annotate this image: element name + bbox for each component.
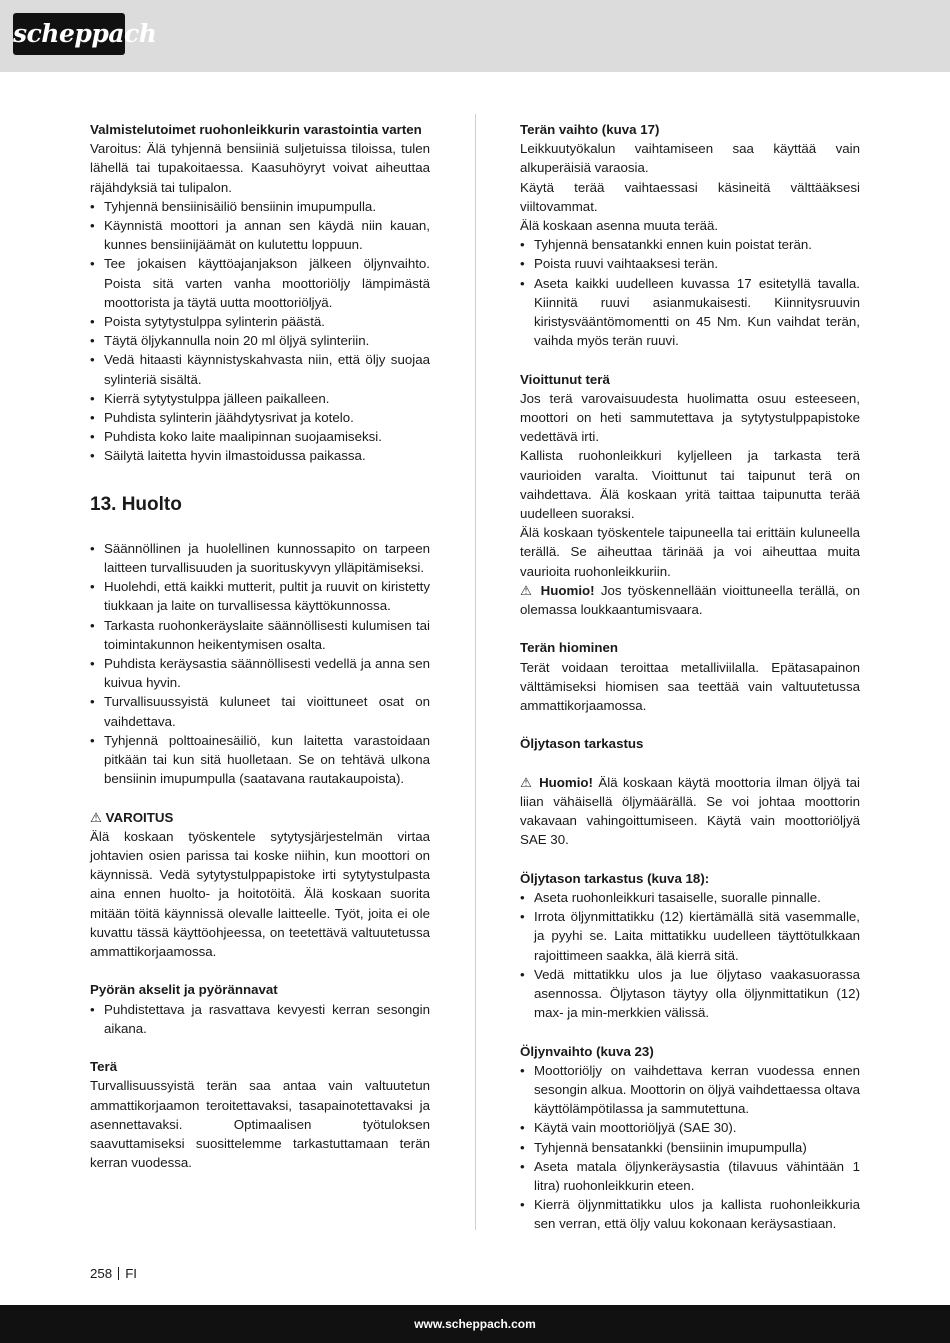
page-number-label	[90, 1266, 137, 1282]
list-item: • Täytä öljykannulla noin 20 ml öljyä sylinteriin.	[90, 331, 430, 350]
list-item: • Käynnistä moottori ja annan sen käydä niin kauan, kunnes bensiinijäämät on kulutettu loppuun.	[90, 216, 430, 254]
list-item: • Aseta matala öljynkeräysastia (tilavuus vähintään 1 litra) ruohonleikkurin eteen.	[520, 1157, 860, 1195]
storage-prep-heading: Valmistelutoimet ruohonleikkurin varastointia varten	[90, 122, 422, 137]
damaged-blade-heading: Vioittunut terä	[520, 371, 610, 387]
column-divider	[475, 114, 476, 1230]
list-item: • Kierrä öljynmittatikku ulos ja kallista ruohonleikkuria sen verran, että öljy valuu kokonaan keräysastiaan.	[520, 1195, 860, 1233]
blade-sharpening-heading: Terän hiominen	[520, 640, 619, 656]
blade-text: Turvallisuussyistä terän saa antaa vain valtuutetun ammattikorjaamon teroitettavaksi, tasapainotettavaksi ja asennettavaksi. Optimaalisen työtuloksen saavuttamiseksi suosittelemme tarkastuttamaan terän kerran vuodessa.	[90, 1078, 430, 1171]
paragraph: Jos terä varovaisuudesta huolimatta osuu esteeseen, moottori on heti sammutettava ja sytytystulppapistoke vedettävä irti.	[520, 390, 860, 445]
list-item: • Tarkasta ruohonkeräyslaite säännöllisesti kulumisen tai toimintakunnon heikentymisen osalta.	[90, 616, 430, 654]
paragraph: Leikkuutyökalun vaihtamiseen saa käyttää vain alkuperäisiä varaosia.	[520, 141, 860, 176]
list-item: • Säännöllinen ja huolellinen kunnossapito on tarpeen laitteen turvallisuuden ja suorituskyvyn ylläpitämiseksi.	[90, 539, 430, 577]
paragraph: Kallista ruohonleikkuri kyljelleen ja tarkasta terä vaurioiden varalta. Vioittunut tai taipunut terä on vaihdettava. Älä koskaan yritä taittaa taipunutta terää uudelleen suoraksi.	[520, 448, 860, 522]
language-code: FI	[125, 1266, 138, 1281]
list-item: • Säilytä laitetta hyvin ilmastoidussa paikassa.	[90, 446, 430, 465]
page-footer	[0, 1305, 950, 1343]
list-item: • Tyhjennä bensatankki (bensiinin imupumpulla)	[520, 1138, 860, 1157]
warning-heading	[90, 808, 430, 827]
page-header	[0, 0, 950, 72]
list-item: • Puhdista koko laite maalipinnan suojaamiseksi.	[90, 427, 430, 446]
list-item: • Käytä vain moottoriöljyä (SAE 30).	[520, 1118, 860, 1137]
oil-level-check-heading: Öljytason tarkastus (kuva 18):	[520, 870, 710, 886]
list-item: • Moottoriöljy on vaihdettava kerran vuodessa ennen sesongin alkua. Moottorin on öljyä vaihdettaessa oltava käyttölämpötilassa ja sammutettuna.	[520, 1061, 860, 1119]
list-item: • Poista ruuvi vaihtaaksesi terän.	[520, 254, 860, 273]
blade-heading: Terä	[90, 1059, 118, 1075]
paragraph: Älä koskaan asenna muuta terää.	[520, 218, 719, 234]
list-item: • Vedä hitaasti käynnistyskahvasta niin, että öljy suojaa sylinteriä sisältä.	[90, 350, 430, 388]
note-text: Älä koskaan käytä moottoria ilman öljyä tai liian vähäisellä öljymäärällä. Se voi johtaa moottorin vakavaan vahingoittumiseen. Käytä vain moottoriöljyä SAE 30.	[520, 774, 860, 848]
paragraph: Älä koskaan työskentele taipuneella tai erittäin kuluneella terällä. Se aiheuttaa tärinää ja voi aiheuttaa muita vaurioita ruohonleikkuriin.	[520, 525, 860, 579]
list-item: • Vedä mittatikku ulos ja lue öljytaso vaakasuorassa asennossa. Öljytason täytyy olla öljynmittatikun (12) max- ja min-merkkien välissä.	[520, 965, 860, 1023]
list-item: • Tyhjennä polttoainesäiliö, kun laitetta varastoidaan pitkään tai kun sitä huolletaan. Se on tehtävä ulkona bensiinin imupumpulla (saatavana rautakaupoista).	[90, 731, 430, 789]
list-item: • Irrota öljynmittatikku (12) kiertämällä sitä vasemmalle, ja pyyhi se. Laita mittatikku uudelleen täyttötulkkaan rajoittimeen saakka, älä kierrä sitä.	[520, 907, 860, 965]
oil-level-heading: Öljytason tarkastus	[520, 736, 644, 752]
list-item: • Huolehdi, että kaikki mutterit, pultit ja ruuvit on kiristetty tiukkaan ja laite on turvallisessa käyttökunnossa.	[90, 577, 430, 615]
warning-triangle-icon: ⚠	[520, 582, 535, 598]
list-item: • Tee jokaisen käyttöajanjakson jälkeen öljynvaihto. Poista sitä varten vanha moottoriöljy lämpimästä moottorista ja täytä uutta moottoriöljyä.	[90, 254, 430, 312]
paragraph: Terät voidaan teroittaa metalliviilalla. Epätasapainon välttämiseksi hiomisen saa teettää vain valtuutetussa ammattikorjaamossa.	[520, 659, 860, 714]
oil-level-note	[520, 773, 860, 850]
wheel-axles-heading: Pyörän akselit ja pyörännavat	[90, 982, 278, 998]
paragraph: Käytä terää vaihtaessasi käsineitä välttääksesi viiltovammat.	[520, 179, 860, 214]
scheppach-logo: scheppach	[13, 13, 125, 55]
section-title-maintenance: 13. Huolto	[90, 493, 182, 515]
warning-triangle-icon: ⚠	[90, 809, 102, 825]
list-item: • Puhdista sylinterin jäähdytysrivat ja kotelo.	[90, 408, 430, 427]
list-item: • Aseta ruohonleikkuri tasaiselle, suoralle pinnalle.	[520, 888, 860, 907]
oil-change-list	[520, 1061, 860, 1234]
storage-steps-list	[90, 197, 430, 466]
blade-change-heading: Terän vaihto (kuva 17)	[520, 122, 660, 137]
warning-title: VAROITUS	[105, 809, 174, 825]
list-item: • Turvallisuussyistä kuluneet tai vioittuneet osat on vaihdettava.	[90, 692, 430, 730]
wheel-axles-list	[90, 1000, 430, 1038]
list-item: • Kierrä sytytystulppa jälleen paikalleen.	[90, 389, 430, 408]
website-link[interactable]: www.scheppach.com	[414, 1317, 536, 1331]
damaged-blade-note	[520, 581, 860, 619]
list-item: • Puhdistettava ja rasvattava kevyesti kerran sesongin aikana.	[90, 1000, 430, 1038]
right-column	[520, 120, 860, 1234]
left-column	[90, 120, 430, 1173]
warning-triangle-icon: ⚠	[520, 774, 534, 790]
note-text: Jos työskennellään vioittuneella terällä, on olemassa loukkaantumisvaara.	[520, 582, 860, 618]
storage-warning-text: Varoitus: Älä tyhjennä bensiiniä suljetuissa tiloissa, tulen lähellä tai tupakoitaessa. Kaasuhöyryt voivat aiheuttaa räjähdyksiä tai tulipalon.	[90, 141, 430, 195]
list-item: • Tyhjennä bensatankki ennen kuin poistat terän.	[520, 235, 860, 254]
blade-change-list	[520, 235, 860, 350]
oil-level-check-list	[520, 888, 860, 1022]
list-item: • Aseta kaikki uudelleen kuvassa 17 esitetyllä tavalla. Kiinnitä ruuvi asianmukaisesti. Kiinnitysruuvin kiristysvääntömomentti on 45 Nm. Kun vaihdat terän, vaihda myös terän ruuvi.	[520, 274, 860, 351]
oil-change-heading: Öljynvaihto (kuva 23)	[520, 1043, 654, 1059]
list-item: • Poista sytytystulppa sylinterin päästä.	[90, 312, 430, 331]
note-label: Huomio!	[539, 774, 593, 790]
list-item: • Puhdista keräysastia säännöllisesti vedellä ja anna sen kuivua hyvin.	[90, 654, 430, 692]
warning-text: Älä koskaan työskentele sytytysjärjestelmän virtaa johtavien osien parissa tai koske niihin, kun moottori on käynnissä. Vedä sytytystulppapistoke irti sytytystulpasta aina ennen huolto- ja hoitotöitä. Älä koskaan suorita mitään töitä käynnissä olevalle laitteelle. Työt, joita ei ole kuvattu tässä käyttöohjeessa, on teetettävä valtuutetussa ammattikorjaamossa.	[90, 828, 430, 960]
list-item: • Tyhjennä bensiinisäiliö bensiinin imupumpulla.	[90, 197, 430, 216]
page-number: 258	[90, 1266, 113, 1281]
maintenance-list	[90, 539, 430, 789]
note-label: Huomio!	[540, 582, 595, 598]
